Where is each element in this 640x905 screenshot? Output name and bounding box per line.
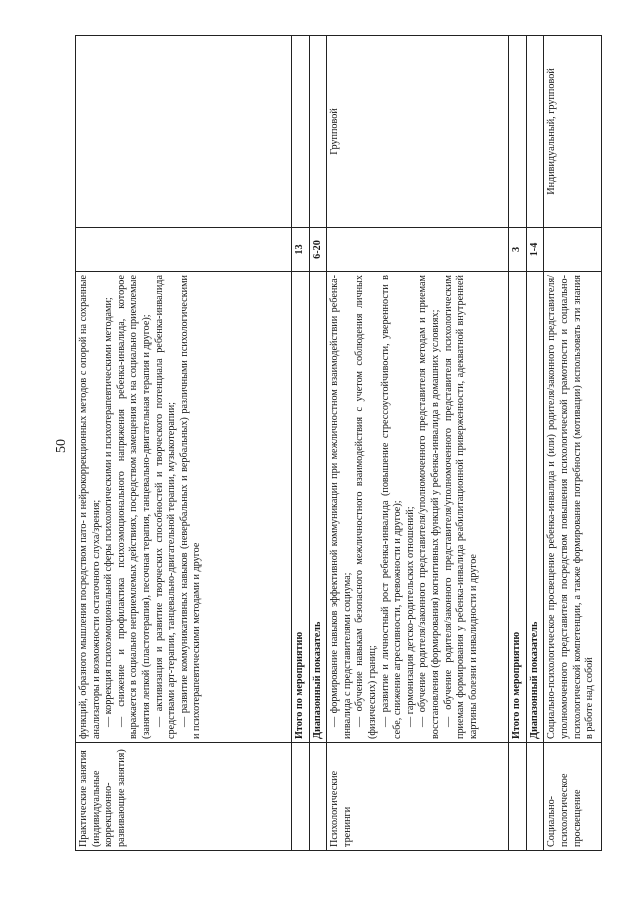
total-value: 3 xyxy=(509,228,527,272)
empty-cell xyxy=(509,743,527,851)
measure-content-practical xyxy=(76,272,292,743)
content-item: — коррекция психоэмоциональной сферы психологическими и психотерапевтическими методами; xyxy=(103,297,115,727)
content-item: — формирование навыков эффективной коммуникации при межличностном взаимодействии ребенка-инвалида с представителями социума; xyxy=(329,275,353,739)
content-item: — гармонизация детско-родительских отношений; xyxy=(404,506,416,727)
table-row xyxy=(327,36,509,851)
page-number: 50 xyxy=(54,439,69,453)
total-label: Итого по мероприятию xyxy=(509,272,527,743)
range-value: 6-20 xyxy=(309,228,327,272)
content-item: — активизация и развитие творческих способностей и творческого потенциала ребенка-инвалида средствами арт-терапии, танцевально-двигательной терапии, музыкотерапии; xyxy=(153,275,178,739)
measures-table xyxy=(75,35,602,851)
table-row xyxy=(509,36,527,851)
table-row xyxy=(76,36,292,851)
empty-cell xyxy=(526,743,544,851)
range-label: Диапазонный показатель xyxy=(309,272,327,743)
table-row xyxy=(309,36,327,851)
form-value: Групповой xyxy=(327,36,509,228)
content-item: — развитие коммуникативных навыков (невербальных и вербальных) различными психологическими и психотерапевтическими методами и другое xyxy=(178,275,203,739)
content-item: — обучение родителя/законного представителя/уполномоченного представителя методам и приемам восстановления (формирования) когнитивных функций у ребенка-инвалида в домашних условиях; xyxy=(417,275,441,739)
empty-cell xyxy=(309,743,327,851)
rotated-table-wrapper xyxy=(75,36,595,851)
form-cell xyxy=(309,36,327,228)
content-item: — обучение навыкам безопасного межличностного взаимодействия с учетом соблюдения личных (физических) границ; xyxy=(354,275,378,739)
form-cell xyxy=(76,36,292,228)
content-item: — снижение и профилактика психоэмоционального напряжения ребенка-инвалида, которое выражается в социально неприемлемых действиях, посредством замещения их на социально приемлемые (занятия лепкой (пластотерапия), песочная терапия, танцевально-двигательная терапия и другое); xyxy=(115,275,152,739)
table-row xyxy=(526,36,544,851)
table-row xyxy=(544,36,602,851)
content-item: — развитие и личностный рост ребенка-инвалида (повышение стрессоустойчивости, уверенности в себе, снижение агрессивности, тревожности и другое); xyxy=(379,275,404,739)
content-item: — обучение родителя/законного представителя/уполномоченного представителя психологическим приемам формирования у ребенка-инвалида реабилитационной приверженности, адекватной внутренней картины болезни и инвалидности и другое xyxy=(442,275,479,739)
total-label: Итого по мероприятию xyxy=(292,272,310,743)
measure-content-education xyxy=(544,272,602,743)
quantity-cell xyxy=(76,228,292,272)
table-row xyxy=(292,36,310,851)
total-value: 13 xyxy=(292,228,310,272)
measure-name-trainings: Психологические тренинги xyxy=(327,743,509,851)
content-paragraph: Социально-психологическое просвещение ребенка-инвалида и (или) родителя/законного представителя/уполномоченного представителя посредством повышения психологической грамотности и социально-психологической компетенции, а также формирование потребности (мотивации) использовать эти знания в работе над собой xyxy=(546,275,596,739)
form-cell xyxy=(509,36,527,228)
form-value: Индивидуальный, групповой xyxy=(544,36,602,228)
measure-name-practical: Практические занятия (индивидуальные коррекционно-развивающие занятия) xyxy=(76,743,292,851)
measure-name-education: Социально-психологическое просвещение xyxy=(544,743,602,851)
measure-content-trainings xyxy=(327,272,509,743)
range-value: 1-4 xyxy=(526,228,544,272)
range-label: Диапазонный показатель xyxy=(526,272,544,743)
empty-cell xyxy=(292,743,310,851)
quantity-cell xyxy=(327,228,509,272)
quantity-cell xyxy=(544,228,602,272)
form-cell xyxy=(526,36,544,228)
form-cell xyxy=(292,36,310,228)
content-paragraph: функций, образного мышления посредством пато- и нейрокоррекционных методов с опорой на сохранные анализаторы и возможности остаточного слуха/зрения; xyxy=(78,275,102,739)
